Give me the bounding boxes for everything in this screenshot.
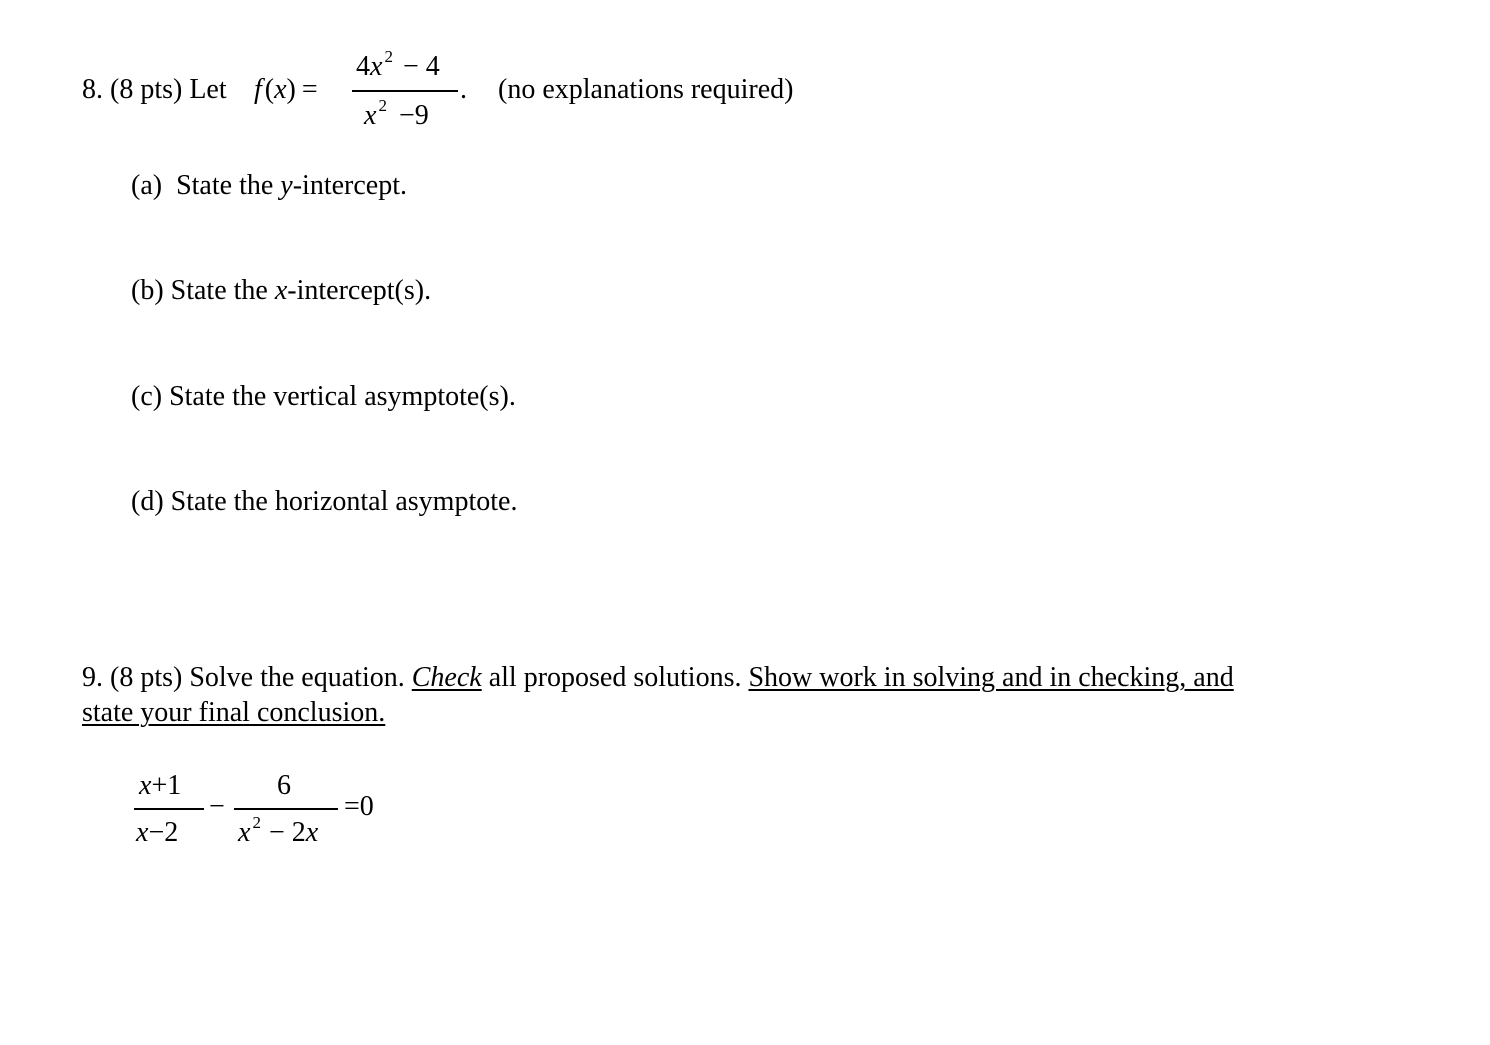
part-b-var: x [274, 275, 288, 306]
q9-minus: − [209, 791, 225, 822]
function-name: f [254, 74, 262, 105]
f1-num-var: x [139, 770, 152, 801]
q9-f1-numerator [139, 770, 181, 802]
q8-part-b [131, 275, 431, 307]
q9-middle: all proposed solutions. [488, 662, 742, 693]
q9-instruction-2: state your final conclusion. [82, 697, 386, 728]
den-rest: −9 [398, 100, 429, 131]
lhs-equals: = [301, 74, 318, 105]
q9-f1-fraction-bar [134, 808, 204, 810]
den-exponent: 2 [378, 96, 387, 115]
q9-f2-fraction-bar [234, 808, 338, 810]
q9-check: Check [411, 662, 482, 693]
lhs-paren-open: ( [264, 74, 275, 105]
part-b-pre: (b) State the [131, 275, 275, 306]
q9-f2-denominator [238, 813, 319, 849]
num-exponent: 2 [384, 47, 393, 66]
num-var: x [370, 51, 383, 82]
q9-f1-denominator [136, 817, 178, 849]
f2-den-exponent: 2 [252, 813, 261, 832]
q8-part-a [131, 170, 407, 202]
part-a-var: y [280, 170, 293, 201]
f2-den-var: x [238, 817, 251, 848]
f1-den-var: x [136, 817, 149, 848]
q8-part-d: (d) State the horizontal asymptote. [131, 486, 518, 517]
q8-note: (no explanations required) [498, 74, 794, 105]
num-coef: 4 [356, 51, 370, 82]
part-b-post: -intercept(s). [287, 275, 432, 306]
q9-line-1 [82, 662, 1234, 694]
part-a-pre: (a) State the [131, 170, 281, 201]
lhs-paren-close: ) [286, 74, 296, 105]
f2-den-var2: x [305, 817, 319, 848]
part-a-post: -intercept. [292, 170, 407, 201]
q8-numerator [356, 47, 440, 83]
den-var: x [364, 100, 377, 131]
q9-instruction-1: Show work in solving and in checking, and [748, 662, 1234, 693]
q8-part-c: (c) State the vertical asymptote(s). [131, 381, 516, 412]
f1-num-rest: +1 [151, 770, 182, 801]
num-rest: − 4 [402, 51, 440, 82]
q8-fraction-bar [352, 90, 458, 92]
q9-rhs: =0 [344, 791, 374, 822]
q9-label: 9. (8 pts) Solve the equation. [82, 662, 405, 693]
f2-den-mid: − 2 [268, 817, 306, 848]
q8-denominator [364, 96, 429, 132]
q9-f2-numerator: 6 [277, 770, 291, 801]
q8-function-lhs [254, 74, 318, 106]
f1-den-rest: −2 [148, 817, 179, 848]
lhs-var: x [274, 74, 287, 105]
q8-label: 8. (8 pts) Let [82, 74, 227, 105]
q8-period: . [460, 74, 467, 105]
